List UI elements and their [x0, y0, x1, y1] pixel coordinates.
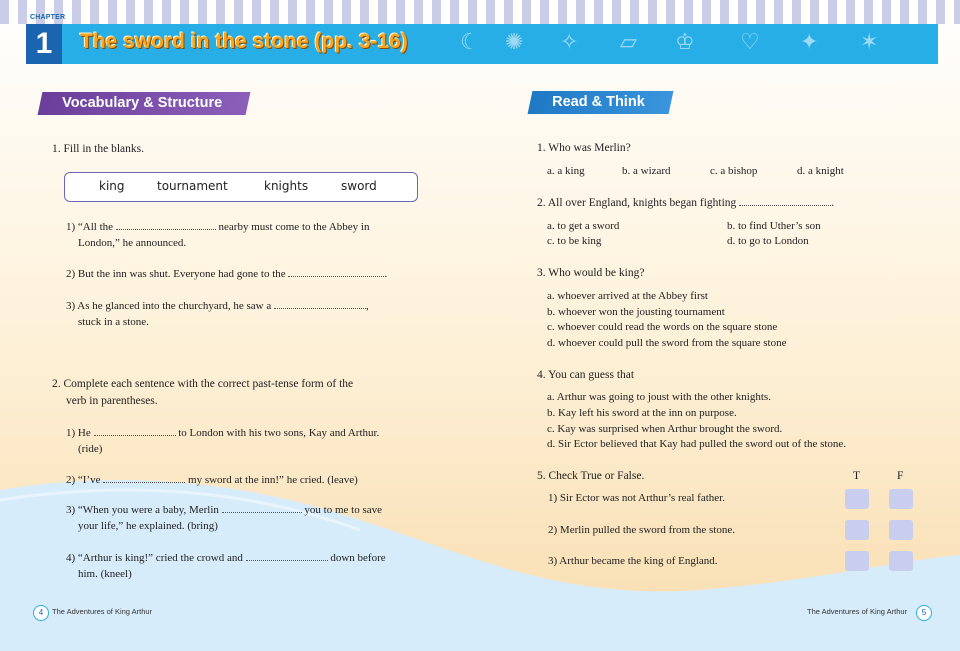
answer-blank[interactable]: [94, 425, 176, 436]
word-bank-item: knights: [264, 179, 309, 193]
answer-blank[interactable]: [116, 219, 216, 230]
rq1-option: a. a king: [547, 165, 585, 177]
rq3-option: c. whoever could read the words on the square stone: [547, 321, 778, 333]
heart-icon: ♡: [740, 30, 760, 55]
tf-statement: 3) Arthur became the king of England.: [548, 555, 718, 567]
q1-item-1-cont: London,” he announced.: [78, 237, 187, 249]
top-stripes: [0, 0, 960, 24]
section-title-read-think: Read & Think: [528, 91, 674, 114]
rq3-option: a. whoever arrived at the Abbey first: [547, 290, 708, 302]
q2-prompt-line2: verb in parentheses.: [66, 395, 158, 407]
q2-item-4: 4) “Arthur is king!” cried the crowd and down before: [66, 552, 386, 564]
star-icon: ✧: [560, 30, 579, 55]
rq3-option: b. whoever won the jousting tournament: [547, 306, 725, 318]
false-checkbox[interactable]: [889, 520, 913, 540]
rq1-option: c. a bishop: [710, 165, 758, 177]
word-bank-item: tournament: [157, 179, 228, 193]
q1-item-2: 2) But the inn was shut. Everyone had gone to the .: [66, 268, 388, 280]
false-column-label: F: [897, 470, 904, 482]
true-checkbox[interactable]: [845, 551, 869, 571]
q1-item-3: 3) As he glanced into the churchyard, he saw a ,: [66, 300, 369, 312]
sun-icon: ✺: [505, 30, 524, 55]
q2-item-2: 2) “I’ve my sword at the inn!” he cried. (leave): [66, 474, 358, 486]
q1-item-1: 1) “All the nearby must come to the Abbey in: [66, 221, 370, 233]
answer-blank[interactable]: [739, 195, 831, 206]
rq2-prompt: 2. All over England, knights began fighting .: [537, 197, 835, 209]
q2-item-4-cont: him. (kneel): [78, 568, 132, 580]
answer-blank[interactable]: [103, 472, 185, 483]
answer-blank[interactable]: [274, 298, 366, 309]
false-checkbox[interactable]: [889, 489, 913, 509]
footer-book-title-right: The Adventures of King Arthur: [807, 607, 908, 616]
true-checkbox[interactable]: [845, 489, 869, 509]
q1-item-3-cont: stuck in a stone.: [78, 316, 149, 328]
chapter-label: CHAPTER: [30, 14, 66, 21]
true-column-label: T: [853, 470, 861, 482]
q2-item-1: 1) He to London with his two sons, Kay and Arthur.: [66, 427, 380, 439]
star-icon: ✦: [800, 30, 819, 55]
word-bank-item: king: [99, 179, 125, 193]
moon-icon: ☾: [460, 30, 480, 55]
rq2-option: a. to get a sword: [547, 220, 620, 232]
section-title-vocabulary: Vocabulary & Structure: [38, 92, 251, 115]
answer-blank[interactable]: [246, 550, 328, 561]
rq1-option: b. a wizard: [622, 165, 671, 177]
q2-item-3-cont: your life,” he explained. (bring): [78, 520, 218, 532]
rq1-option: d. a knight: [797, 165, 844, 177]
chapter-title: The sword in the stone (pp. 3-16): [80, 30, 408, 53]
rq2-option: d. to go to London: [727, 235, 809, 247]
rq4-option: d. Sir Ector believed that Kay had pulled the sword out of the stone.: [547, 438, 847, 450]
page-number-right: 5: [916, 605, 932, 621]
rq1-prompt: 1. Who was Merlin?: [537, 142, 631, 154]
word-bank-item: sword: [341, 179, 377, 193]
star-icon: ✶: [860, 30, 879, 55]
q2-item-3: 3) “When you were a baby, Merlin you to me to save: [66, 504, 383, 516]
rq4-prompt: 4. You can guess that: [537, 369, 635, 381]
book-icon: ▱: [620, 30, 637, 55]
tf-statement: 2) Merlin pulled the sword from the stone.: [548, 524, 735, 536]
answer-blank[interactable]: [288, 266, 384, 277]
q2-prompt-line1: 2. Complete each sentence with the correct past-tense form of the: [52, 378, 354, 390]
rq2-option: b. to find Uther’s son: [727, 220, 821, 232]
chapter-number: 1: [26, 24, 62, 64]
rq4-option: c. Kay was surprised when Arthur brought the sword.: [547, 423, 783, 435]
rq4-option: b. Kay left his sword at the inn on purpose.: [547, 407, 737, 419]
q1-prompt: 1. Fill in the blanks.: [52, 143, 144, 155]
answer-blank[interactable]: [222, 502, 302, 513]
rq4-option: a. Arthur was going to joust with the other knights.: [547, 391, 771, 403]
rq2-option: c. to be king: [547, 235, 602, 247]
q2-item-1-cont: (ride): [78, 443, 103, 455]
tf-statement: 1) Sir Ector was not Arthur’s real father.: [548, 492, 725, 504]
false-checkbox[interactable]: [889, 551, 913, 571]
true-checkbox[interactable]: [845, 520, 869, 540]
footer-book-title-left: The Adventures of King Arthur: [52, 607, 153, 616]
word-bank: [64, 172, 418, 202]
page-number-left: 4: [33, 605, 49, 621]
rq5-prompt: 5. Check True or False.: [537, 470, 645, 482]
crown-icon: ♔: [675, 30, 695, 55]
rq3-option: d. whoever could pull the sword from the square stone: [547, 337, 787, 349]
rq3-prompt: 3. Who would be king?: [537, 267, 645, 279]
